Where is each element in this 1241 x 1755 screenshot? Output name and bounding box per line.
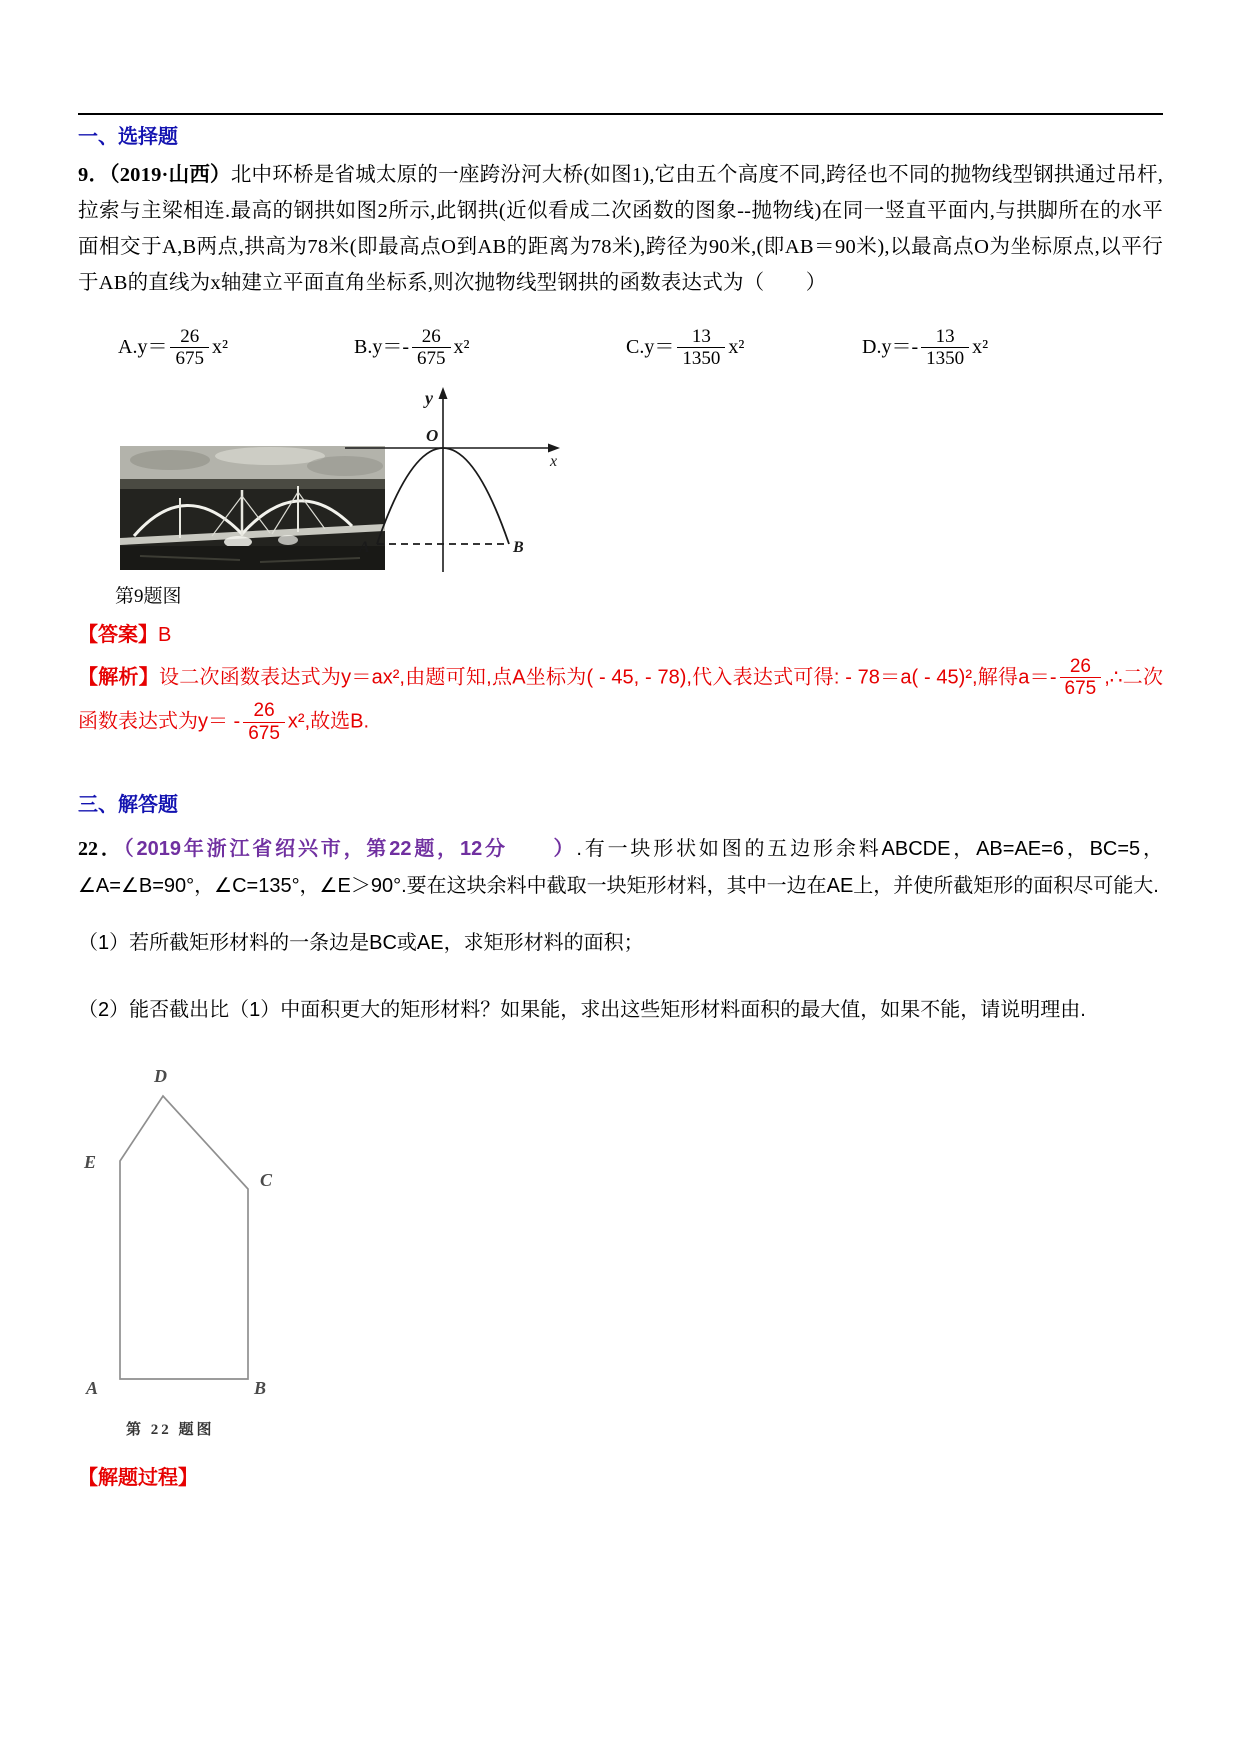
fraction-denominator: 1350 [682,348,721,370]
answer-value: B [158,623,172,646]
option-c-suffix: x² [728,335,745,358]
y-axis-label: y [425,387,433,408]
option-a-fraction [170,326,209,371]
fraction-denominator: 675 [175,348,204,370]
section-header-choice: 一、选择题 [78,126,178,148]
fraction-numerator: 13 [677,326,725,349]
analysis-label: 【解析】 [78,666,159,689]
question-9-answer-blank: （ ） [743,272,827,294]
question-22-number: 22． [78,837,124,860]
x-axis-label: x [550,452,558,470]
analysis-paragraph [78,656,1163,745]
analysis-fraction-1 [1060,656,1102,701]
option-c [626,326,744,371]
fraction-numerator: 26 [412,326,451,349]
fraction-numerator: 13 [921,326,969,349]
fraction-denominator: 675 [1064,678,1097,700]
question-9-body: 北中环桥是省城太原的一座跨汾河大桥(如图1),它由五个高度不同,跨径也不同的抛物线型钢拱通过吊杆,拉索与主梁相连.最高的钢拱如图2所示,此钢拱(近似看成二次函数的图象--抛物线)在同一竖直平面内,与拱脚所在的水平面相交于A,B两点,拱高为78米(即最高点O到AB的距离为78米),跨径为90米,(即AB＝90米),以最高点O为坐标原点,以平行于AB的直线为x轴建立平面直角坐标系,则次抛物线型钢拱的函数表达式为 [78,164,1164,294]
question-9-figures [78,384,1163,576]
point-a-label: A [359,538,370,556]
analysis-minus: - [1049,666,1057,689]
option-d-suffix: x² [972,335,989,358]
option-b-fraction [412,326,451,371]
question-9-paragraph [78,157,1163,301]
vertex-b-label: B [254,1377,267,1398]
option-b-suffix: x² [453,335,470,358]
analysis-fraction-2 [243,700,285,745]
fraction-denominator: 675 [248,723,280,745]
fraction-numerator: 26 [243,700,285,723]
question-9-number: 9． [78,164,110,186]
option-d-fraction [921,326,969,371]
question-22-figure [78,1064,1163,1412]
option-a-prefix: A.y＝ [118,335,168,358]
origin-label: O [426,425,439,445]
point-b-label: B [513,538,524,556]
question-22-part2: （2）能否截出比（1）中面积更大的矩形材料？如果能，求出这些矩形材料面积的最大值，如果不能，请说明理由. [78,998,1086,1021]
option-a [118,326,228,371]
question-22-figure-caption: 第 22 题图 [126,1421,215,1438]
question-22-part1: （1）若所截矩形材料的一条边是BC或AE，求矩形材料的面积； [78,931,644,954]
option-c-prefix: C.y＝ [626,335,675,358]
vertex-d-label: D [154,1065,167,1086]
option-a-suffix: x² [211,335,228,358]
fraction-numerator: 26 [1060,656,1102,679]
pentagon-diagram [70,1064,310,1412]
fraction-numerator: 26 [170,326,209,349]
question-22-body: .有一块形状如图的五边形余料ABCDE，AB=AE=6，BC=5，∠A=∠B=90°，∠C=135°，∠E＞90°.要在这块余料中截取一块矩形材料，其中一边在AE上，并使所截矩形的面积尽可能大. [78,837,1163,897]
question-22-paragraph [78,831,1163,905]
fraction-denominator: 1350 [926,348,965,370]
solution-process-label: 【解题过程】 [78,1466,198,1489]
option-d-prefix: D.y＝- [862,335,919,358]
parabola-graph-figure [343,384,561,576]
option-b-prefix: B.y＝- [354,335,409,358]
fraction-denominator: 675 [417,348,446,370]
option-c-fraction [677,326,725,371]
question-9-options [78,322,1163,380]
analysis-text-2: ,∴二次函数表达式为y＝ - [78,666,1164,733]
question-9-figure-caption: 第9题图 [115,585,182,607]
option-b [354,326,470,371]
option-d [862,326,988,371]
vertex-c-label: C [260,1169,273,1190]
analysis-text-3: x²,故选B. [287,710,370,733]
answer-label: 【答案】 [78,623,158,646]
question-22-source: （2019年浙江省绍兴市，第22题，12分 ） [123,837,577,860]
answer-line [78,620,1163,650]
section-header-solve: 三、解答题 [78,793,178,816]
vertex-e-label: E [84,1151,97,1172]
top-divider [78,113,1163,115]
vertex-a-label: A [86,1377,99,1398]
analysis-text-1: 设二次函数表达式为y＝ax²,由题可知,点A坐标为( - 45, - 78),代入表达式可得: - 78＝a( - 45)²,解得a＝ [158,666,1050,689]
question-9-source: （2019·山西） [109,164,231,186]
